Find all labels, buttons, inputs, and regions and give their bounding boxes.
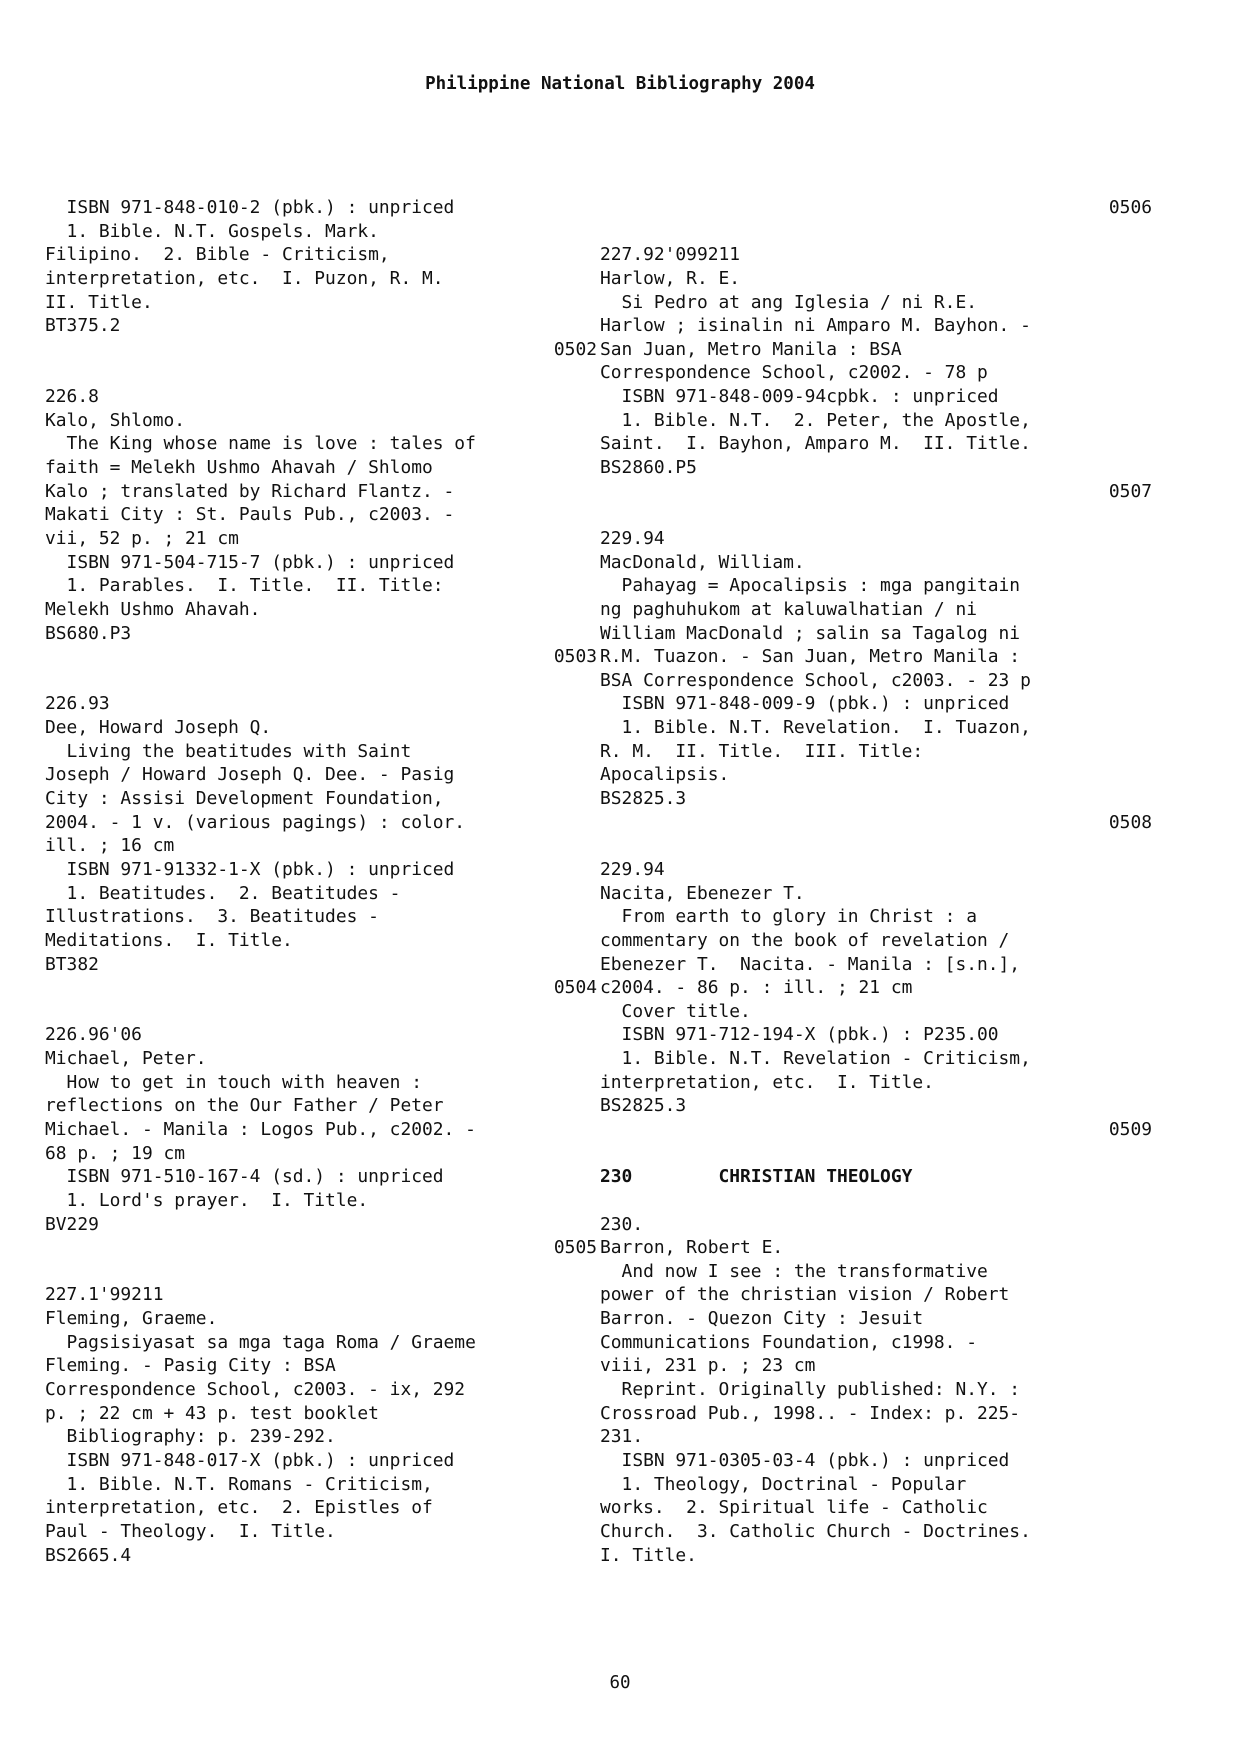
blank-line (45, 1260, 597, 1284)
entry-line: reflections on the Our Father / Peter (45, 1095, 444, 1117)
entry-line: BS2825.3 (600, 1095, 687, 1117)
entry-line: From earth to glory in Christ : a (600, 906, 977, 928)
entry-line: Dee, Howard Joseph Q. (45, 717, 272, 739)
entry-line: 2004. - 1 v. (various pagings) : color. (45, 811, 466, 833)
entry-line: BS2860.P5 (600, 457, 697, 479)
entry-line: Barron. - Quezon City : Jesuit (600, 1308, 924, 1330)
entry-line: Correspondence School, c2003. - ix, 292 (45, 1379, 466, 1401)
entry-line: II. Title. (45, 291, 153, 313)
entry-line: Pagsisiyasat sa mga taga Roma / Graeme (45, 1331, 476, 1353)
entry-line: R.M. Tuazon. - San Juan, Metro Manila : (600, 646, 1021, 668)
entry-line: ISBN 971-504-715-7 (pbk.) : unpriced (45, 551, 455, 573)
entry-line: 229.94 (600, 527, 665, 549)
entry-line: ng paghuhukom at kaluwalhatian / ni (600, 598, 977, 620)
entry-line: 68 p. ; 19 cm (45, 1142, 186, 1164)
entry-line: Nacita, Ebenezer T. (600, 882, 805, 904)
entry-line: City : Assisi Development Foundation, (45, 788, 444, 810)
entry-line: And now I see : the transformative (600, 1260, 988, 1282)
entry-line: BT375.2 (45, 315, 121, 337)
entry-line: BS2825.3 (600, 788, 687, 810)
entry-line: 229.94 (600, 858, 665, 880)
entry-line: works. 2. Spiritual life - Catholic (600, 1497, 988, 1519)
entry-line: How to get in touch with heaven : (45, 1071, 422, 1093)
entry-line: Joseph / Howard Joseph Q. Dee. - Pasig (45, 764, 455, 786)
blank-line (600, 1142, 1152, 1166)
entry-line: vii, 52 p. ; 21 cm (45, 527, 239, 549)
entry-line: ill. ; 16 cm (45, 835, 175, 857)
entry-line: Bibliography: p. 239-292. (45, 1426, 336, 1448)
entry-line: BV229 (45, 1213, 99, 1235)
entry-line: ISBN 971-848-009-94cpbk. : unpriced (600, 386, 999, 408)
entry-line: interpretation, etc. I. Puzon, R. M. (45, 267, 444, 289)
entry-line: Melekh Ushmo Ahavah. (45, 598, 261, 620)
entry-line: 227.92'099211 (600, 244, 741, 266)
entry-line: Pahayag = Apocalipsis : mga pangitain (600, 575, 1021, 597)
entry-line: Kalo, Shlomo. (45, 409, 186, 431)
page-number: 60 (609, 1673, 631, 1693)
entry-number: 0509 (1108, 1118, 1152, 1140)
entry-line: 1. Theology, Doctrinal - Popular (600, 1473, 967, 1495)
entry-line: San Juan, Metro Manila : BSA (600, 338, 902, 360)
blank-line (45, 361, 597, 385)
entry-line: William MacDonald ; salin sa Tagalog ni (600, 622, 1021, 644)
entry-line: c2004. - 86 p. : ill. ; 21 cm (600, 977, 913, 999)
entry-number: 0507 (1108, 480, 1152, 502)
entry-line: Illustrations. 3. Beatitudes - (45, 906, 379, 928)
entry-line: 1. Parables. I. Title. II. Title: (45, 575, 444, 597)
entry-number: 0508 (1108, 811, 1152, 833)
blank-line (600, 220, 1152, 244)
entry-line: ISBN 971-91332-1-X (pbk.) : unpriced (45, 858, 455, 880)
entry-line: faith = Melekh Ushmo Ahavah / Shlomo (45, 457, 433, 479)
entry-line: viii, 231 p. ; 23 cm (600, 1355, 816, 1377)
entry-line: 1. Bible. N.T. Gospels. Mark. (45, 220, 379, 242)
blank-line (600, 834, 1152, 858)
entry-line: ISBN 971-848-009-9 (pbk.) : unpriced (600, 693, 1010, 715)
entry-line: ISBN 971-712-194-X (pbk.) : P235.00 (600, 1024, 999, 1046)
entry-line: ISBN 971-848-010-2 (pbk.) : unpriced (45, 197, 455, 218)
entry-number: 0506 (1108, 197, 1152, 218)
entry-line: Living the beatitudes with Saint (45, 740, 412, 762)
entry-number: 0503 (553, 646, 597, 668)
blank-line (45, 669, 597, 693)
left-column (45, 196, 597, 1567)
entry-line: BSA Correspondence School, c2003. - 23 p (600, 669, 1031, 691)
entry-line: 230. (600, 1213, 644, 1235)
entry-line: BS680.P3 (45, 622, 132, 644)
entry-line: 1. Beatitudes. 2. Beatitudes - (45, 882, 401, 904)
blank-line (45, 1000, 597, 1024)
entry-line: Kalo ; translated by Richard Flantz. - (45, 480, 455, 502)
entry-line: 1. Bible. N.T. Revelation. I. Tuazon, (600, 717, 1031, 739)
entry-line: 1. Bible. N.T. 2. Peter, the Apostle, (600, 409, 1031, 431)
entry-line: BS2665.4 (45, 1544, 132, 1566)
entry-line: ISBN 971-0305-03-4 (pbk.) : unpriced (600, 1449, 1010, 1471)
entry-line: Reprint. Originally published: N.Y. : (600, 1379, 1021, 1401)
entry-line: Michael, Peter. (45, 1048, 207, 1070)
entry-line: Harlow, R. E. (600, 267, 741, 289)
entry-line: I. Title. (600, 1544, 697, 1566)
entry-line: 231. (600, 1426, 644, 1448)
entry-line: p. ; 22 cm + 43 p. test booklet (45, 1402, 379, 1424)
entry-line: Ebenezer T. Nacita. - Manila : [s.n.], (600, 953, 1021, 975)
entry-line: Fleming, Graeme. (45, 1308, 218, 1330)
entry-line: MacDonald, William. (600, 551, 805, 573)
entry-line: Saint. I. Bayhon, Amparo M. II. Title. (600, 433, 1031, 455)
entry-line: 226.96'06 (45, 1024, 142, 1046)
entry-line: Apocalipsis. (600, 764, 730, 786)
entry-line: 227.1'99211 (45, 1284, 164, 1306)
entry-line: ISBN 971-510-167-4 (sd.) : unpriced (45, 1166, 444, 1188)
entry-line: commentary on the book of revelation / (600, 929, 1010, 951)
entry-number: 0505 (553, 1237, 597, 1259)
page-header-title: Philippine National Bibliography 2004 (425, 74, 815, 94)
entry-line: Michael. - Manila : Logos Pub., c2002. - (45, 1118, 476, 1140)
entry-line: Harlow ; isinalin ni Amparo M. Bayhon. - (600, 315, 1031, 337)
entry-line: 1. Lord's prayer. I. Title. (45, 1189, 369, 1211)
blank-line (600, 1189, 1152, 1213)
entry-line: 1. Bible. N.T. Romans - Criticism, (45, 1473, 433, 1495)
entry-line: Correspondence School, c2002. - 78 p (600, 362, 988, 384)
section-heading: 230 CHRISTIAN THEOLOGY (600, 1166, 913, 1188)
entry-line: 1. Bible. N.T. Revelation - Criticism, (600, 1048, 1031, 1070)
entry-line: Barron, Robert E. (600, 1237, 784, 1259)
entry-line: Church. 3. Catholic Church - Doctrines. (600, 1520, 1031, 1542)
entry-line: Cover title. (600, 1000, 751, 1022)
entry-line: 226.8 (45, 386, 99, 408)
blank-line (600, 503, 1152, 527)
entry-line: R. M. II. Title. III. Title: (600, 740, 924, 762)
entry-line: Si Pedro at ang Iglesia / ni R.E. (600, 291, 977, 313)
right-column (600, 196, 1152, 1567)
entry-line: BT382 (45, 953, 99, 975)
entry-line: interpretation, etc. 2. Epistles of (45, 1497, 433, 1519)
entry-line: The King whose name is love : tales of (45, 433, 476, 455)
entry-line: power of the christian vision / Robert (600, 1284, 1010, 1306)
entry-line: Fleming. - Pasig City : BSA (45, 1355, 336, 1377)
entry-line: Paul - Theology. I. Title. (45, 1520, 336, 1542)
entry-line: Makati City : St. Pauls Pub., c2003. - (45, 504, 455, 526)
entry-number: 0502 (553, 338, 597, 360)
entry-line: Filipino. 2. Bible - Criticism, (45, 244, 390, 266)
entry-line: Crossroad Pub., 1998.. - Index: p. 225- (600, 1402, 1021, 1424)
entry-line: 226.93 (45, 693, 110, 715)
entry-line: ISBN 971-848-017-X (pbk.) : unpriced (45, 1449, 455, 1471)
entry-line: interpretation, etc. I. Title. (600, 1071, 934, 1093)
entry-number: 0504 (553, 977, 597, 999)
entry-line: Communications Foundation, c1998. - (600, 1331, 977, 1353)
entry-line: Meditations. I. Title. (45, 929, 293, 951)
